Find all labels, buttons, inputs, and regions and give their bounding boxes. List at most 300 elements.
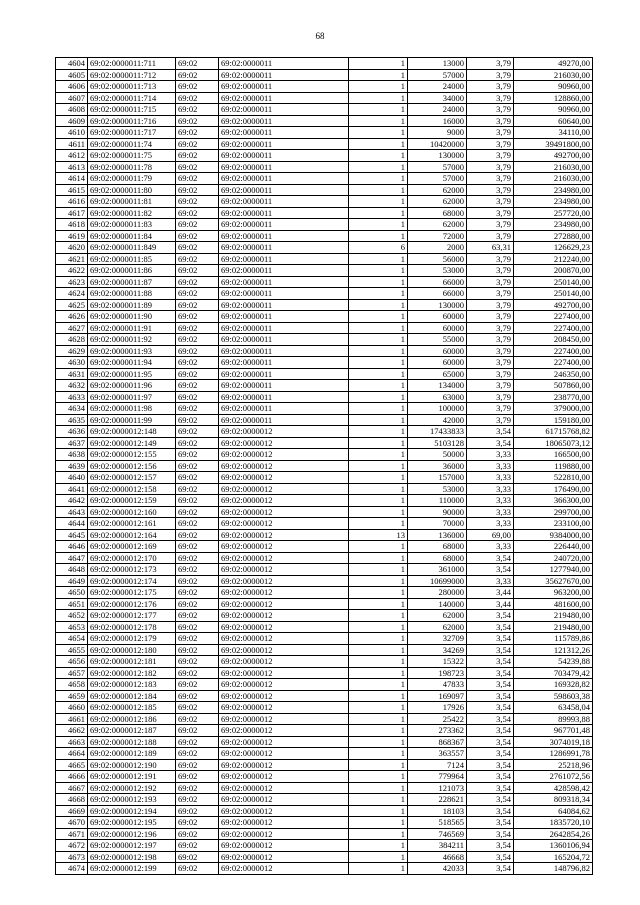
cell-row-number: 4624 [56, 288, 88, 300]
cell-value: 366300,00 [514, 495, 593, 507]
cell-value: 35627670,00 [514, 575, 593, 587]
cell-region-code: 69:02 [176, 196, 219, 208]
cell-row-number: 4605 [56, 69, 88, 81]
cell-share-count: 1 [349, 161, 408, 173]
cell-rate: 63,31 [467, 242, 514, 254]
cell-cadastral-number: 69:02:0000012:157 [88, 472, 176, 484]
cell-area: 60000 [408, 322, 467, 334]
cell-cadastral-number: 69:02:0000011:96 [88, 380, 176, 392]
cell-share-count: 1 [349, 449, 408, 461]
cell-cadastral-quarter: 69:02:0000012 [219, 667, 349, 679]
cell-share-count: 1 [349, 403, 408, 415]
cell-row-number: 4604 [56, 58, 88, 70]
cell-region-code: 69:02 [176, 357, 219, 369]
cell-rate: 3,54 [467, 437, 514, 449]
cell-region-code: 69:02 [176, 828, 219, 840]
cell-region-code: 69:02 [176, 265, 219, 277]
table-row [56, 633, 593, 645]
table-row [56, 334, 593, 346]
table-row [56, 403, 593, 415]
cell-cadastral-quarter: 69:02:0000012 [219, 541, 349, 553]
table-row [56, 460, 593, 472]
cell-area: 60000 [408, 311, 467, 323]
cell-area: 134000 [408, 380, 467, 392]
cell-value: 428598,42 [514, 782, 593, 794]
cell-share-count: 1 [349, 460, 408, 472]
cell-rate: 3,44 [467, 598, 514, 610]
cell-row-number: 4632 [56, 380, 88, 392]
table-body [56, 58, 593, 875]
cell-cadastral-number: 69:02:0000011:98 [88, 403, 176, 415]
cell-row-number: 4654 [56, 633, 88, 645]
cell-share-count: 1 [349, 621, 408, 633]
cell-rate: 3,54 [467, 667, 514, 679]
cell-area: 66000 [408, 288, 467, 300]
cell-share-count: 1 [349, 322, 408, 334]
table-row [56, 863, 593, 875]
cell-area: 10420000 [408, 138, 467, 150]
cell-rate: 3,54 [467, 851, 514, 863]
cell-cadastral-number: 69:02:0000012:192 [88, 782, 176, 794]
cell-share-count: 1 [349, 541, 408, 553]
cell-row-number: 4622 [56, 265, 88, 277]
cell-share-count: 1 [349, 184, 408, 196]
cell-rate: 3,79 [467, 207, 514, 219]
cell-region-code: 69:02 [176, 621, 219, 633]
cell-cadastral-quarter: 69:02:0000011 [219, 92, 349, 104]
cell-rate: 3,33 [467, 518, 514, 530]
cell-rate: 3,79 [467, 368, 514, 380]
cell-area: 17926 [408, 702, 467, 714]
cell-row-number: 4664 [56, 748, 88, 760]
cell-area: 2000 [408, 242, 467, 254]
cell-row-number: 4674 [56, 863, 88, 875]
cell-region-code: 69:02 [176, 426, 219, 438]
cell-area: 746569 [408, 828, 467, 840]
cell-area: 60000 [408, 345, 467, 357]
cell-cadastral-quarter: 69:02:0000012 [219, 748, 349, 760]
cell-region-code: 69:02 [176, 449, 219, 461]
cell-cadastral-number: 69:02:0000012:161 [88, 518, 176, 530]
cell-share-count: 1 [349, 230, 408, 242]
cell-value: 63458,04 [514, 702, 593, 714]
cell-value: 25218,96 [514, 759, 593, 771]
cell-area: 47833 [408, 679, 467, 691]
cell-cadastral-number: 69:02:0000012:190 [88, 759, 176, 771]
cell-value: 169328,82 [514, 679, 593, 691]
cell-rate: 3,54 [467, 702, 514, 714]
cell-cadastral-quarter: 69:02:0000012 [219, 759, 349, 771]
cell-cadastral-number: 69:02:0000012:186 [88, 713, 176, 725]
cell-share-count: 1 [349, 414, 408, 426]
cell-rate: 3,33 [467, 495, 514, 507]
cell-share-count: 1 [349, 644, 408, 656]
cell-cadastral-number: 69:02:0000011:90 [88, 311, 176, 323]
cell-region-code: 69:02 [176, 334, 219, 346]
cell-region-code: 69:02 [176, 207, 219, 219]
table-row [56, 736, 593, 748]
cell-row-number: 4645 [56, 529, 88, 541]
cell-share-count: 1 [349, 58, 408, 70]
cell-row-number: 4665 [56, 759, 88, 771]
cell-share-count: 1 [349, 828, 408, 840]
cell-cadastral-number: 69:02:0000011:82 [88, 207, 176, 219]
cell-value: 54239,88 [514, 656, 593, 668]
cell-row-number: 4620 [56, 242, 88, 254]
cell-cadastral-number: 69:02:0000011:711 [88, 58, 176, 70]
cell-share-count: 1 [349, 311, 408, 323]
cell-rate: 3,79 [467, 81, 514, 93]
table-row [56, 380, 593, 392]
cell-area: 280000 [408, 587, 467, 599]
cell-cadastral-quarter: 69:02:0000011 [219, 357, 349, 369]
table-row [56, 138, 593, 150]
cell-row-number: 4657 [56, 667, 88, 679]
cell-rate: 3,54 [467, 771, 514, 783]
table-row [56, 242, 593, 254]
cell-region-code: 69:02 [176, 184, 219, 196]
cell-value: 34110,00 [514, 127, 593, 139]
cell-value: 967701,48 [514, 725, 593, 737]
cell-row-number: 4670 [56, 817, 88, 829]
cell-value: 234980,00 [514, 184, 593, 196]
cell-share-count: 1 [349, 288, 408, 300]
cell-area: 363557 [408, 748, 467, 760]
cell-region-code: 69:02 [176, 771, 219, 783]
table-row [56, 805, 593, 817]
cell-region-code: 69:02 [176, 391, 219, 403]
table-row [56, 771, 593, 783]
table-row [56, 161, 593, 173]
cell-cadastral-number: 69:02:0000011:714 [88, 92, 176, 104]
cell-cadastral-quarter: 69:02:0000011 [219, 345, 349, 357]
table-row [56, 253, 593, 265]
table-row [56, 69, 593, 81]
cell-row-number: 4618 [56, 219, 88, 231]
cell-cadastral-number: 69:02:0000011:87 [88, 276, 176, 288]
cell-area: 62000 [408, 196, 467, 208]
cell-share-count: 1 [349, 679, 408, 691]
cell-cadastral-number: 69:02:0000011:717 [88, 127, 176, 139]
cell-row-number: 4641 [56, 483, 88, 495]
cell-row-number: 4616 [56, 196, 88, 208]
table-row [56, 173, 593, 185]
cell-row-number: 4662 [56, 725, 88, 737]
cell-share-count: 1 [349, 633, 408, 645]
cell-cadastral-number: 69:02:0000012:160 [88, 506, 176, 518]
cell-row-number: 4623 [56, 276, 88, 288]
table-row [56, 794, 593, 806]
cell-region-code: 69:02 [176, 230, 219, 242]
cell-region-code: 69:02 [176, 851, 219, 863]
cell-cadastral-number: 69:02:0000012:179 [88, 633, 176, 645]
cell-cadastral-number: 69:02:0000012:191 [88, 771, 176, 783]
table-row [56, 345, 593, 357]
cell-area: 140000 [408, 598, 467, 610]
cell-row-number: 4614 [56, 173, 88, 185]
cell-area: 17433833 [408, 426, 467, 438]
cell-rate: 3,54 [467, 759, 514, 771]
table-row [56, 748, 593, 760]
cell-row-number: 4637 [56, 437, 88, 449]
cell-value: 200870,00 [514, 265, 593, 277]
cell-value: 238770,00 [514, 391, 593, 403]
cell-value: 240720,00 [514, 552, 593, 564]
cell-rate: 3,79 [467, 403, 514, 415]
cell-value: 1286991,78 [514, 748, 593, 760]
table-row [56, 311, 593, 323]
cell-value: 216030,00 [514, 161, 593, 173]
cell-area: 157000 [408, 472, 467, 484]
cell-region-code: 69:02 [176, 575, 219, 587]
cell-area: 34269 [408, 644, 467, 656]
cell-region-code: 69:02 [176, 437, 219, 449]
cell-cadastral-quarter: 69:02:0000012 [219, 564, 349, 576]
cell-cadastral-number: 69:02:0000012:197 [88, 840, 176, 852]
cell-value: 60640,00 [514, 115, 593, 127]
cell-cadastral-number: 69:02:0000012:182 [88, 667, 176, 679]
cell-region-code: 69:02 [176, 598, 219, 610]
cell-rate: 3,33 [467, 472, 514, 484]
cell-share-count: 1 [349, 127, 408, 139]
cell-share-count: 1 [349, 610, 408, 622]
cell-rate: 3,79 [467, 253, 514, 265]
table-row [56, 564, 593, 576]
cell-area: 121073 [408, 782, 467, 794]
cell-share-count: 1 [349, 771, 408, 783]
cell-cadastral-number: 69:02:0000012:155 [88, 449, 176, 461]
cell-area: 53000 [408, 483, 467, 495]
cell-value: 49270,00 [514, 58, 593, 70]
cell-cadastral-quarter: 69:02:0000012 [219, 426, 349, 438]
cell-value: 219480,00 [514, 621, 593, 633]
cell-value: 64084,62 [514, 805, 593, 817]
cell-rate: 3,54 [467, 782, 514, 794]
cell-share-count: 1 [349, 518, 408, 530]
cell-cadastral-number: 69:02:0000012:198 [88, 851, 176, 863]
cell-value: 159180,00 [514, 414, 593, 426]
cell-rate: 3,79 [467, 357, 514, 369]
table-row [56, 690, 593, 702]
cell-cadastral-number: 69:02:0000012:180 [88, 644, 176, 656]
cell-row-number: 4652 [56, 610, 88, 622]
cell-share-count: 1 [349, 782, 408, 794]
cell-value: 219480,00 [514, 610, 593, 622]
cell-rate: 3,54 [467, 748, 514, 760]
cell-cadastral-quarter: 69:02:0000011 [219, 311, 349, 323]
table-row [56, 529, 593, 541]
cell-rate: 3,79 [467, 115, 514, 127]
cell-share-count: 1 [349, 713, 408, 725]
cell-region-code: 69:02 [176, 104, 219, 116]
cell-cadastral-number: 69:02:0000011:80 [88, 184, 176, 196]
cell-area: 136000 [408, 529, 467, 541]
cell-region-code: 69:02 [176, 345, 219, 357]
cell-cadastral-number: 69:02:0000011:89 [88, 299, 176, 311]
cell-share-count: 1 [349, 575, 408, 587]
cell-rate: 3,54 [467, 644, 514, 656]
cell-cadastral-quarter: 69:02:0000012 [219, 552, 349, 564]
cell-cadastral-number: 69:02:0000012:178 [88, 621, 176, 633]
cell-cadastral-number: 69:02:0000012:184 [88, 690, 176, 702]
cell-cadastral-quarter: 69:02:0000012 [219, 644, 349, 656]
cell-cadastral-number: 69:02:0000011:83 [88, 219, 176, 231]
cell-rate: 3,79 [467, 414, 514, 426]
cell-value: 481600,00 [514, 598, 593, 610]
cell-share-count: 1 [349, 759, 408, 771]
cell-cadastral-quarter: 69:02:0000012 [219, 851, 349, 863]
cell-region-code: 69:02 [176, 840, 219, 852]
cell-value: 703479,42 [514, 667, 593, 679]
cell-cadastral-number: 69:02:0000012:156 [88, 460, 176, 472]
cell-region-code: 69:02 [176, 460, 219, 472]
cell-area: 42000 [408, 414, 467, 426]
cell-area: 57000 [408, 173, 467, 185]
cell-area: 62000 [408, 621, 467, 633]
cell-share-count: 1 [349, 667, 408, 679]
cell-area: 42033 [408, 863, 467, 875]
cell-value: 507860,00 [514, 380, 593, 392]
cell-cadastral-quarter: 69:02:0000012 [219, 506, 349, 518]
cell-cadastral-number: 69:02:0000011:91 [88, 322, 176, 334]
cell-rate: 3,33 [467, 483, 514, 495]
cell-value: 379000,00 [514, 403, 593, 415]
cell-cadastral-quarter: 69:02:0000012 [219, 794, 349, 806]
cell-rate: 3,33 [467, 449, 514, 461]
cell-share-count: 1 [349, 219, 408, 231]
cell-region-code: 69:02 [176, 483, 219, 495]
cell-cadastral-quarter: 69:02:0000011 [219, 138, 349, 150]
cell-rate: 3,79 [467, 58, 514, 70]
table-row [56, 322, 593, 334]
cell-share-count: 1 [349, 437, 408, 449]
cell-value: 39491800,00 [514, 138, 593, 150]
cell-cadastral-quarter: 69:02:0000012 [219, 713, 349, 725]
cell-share-count: 1 [349, 690, 408, 702]
table-row [56, 414, 593, 426]
cell-share-count: 1 [349, 81, 408, 93]
cell-area: 169097 [408, 690, 467, 702]
cell-area: 57000 [408, 69, 467, 81]
cell-rate: 3,54 [467, 610, 514, 622]
cell-value: 126629,23 [514, 242, 593, 254]
cell-row-number: 4647 [56, 552, 88, 564]
cell-value: 216030,00 [514, 69, 593, 81]
cell-area: 68000 [408, 552, 467, 564]
cell-share-count: 1 [349, 196, 408, 208]
table-row [56, 58, 593, 70]
cell-area: 62000 [408, 219, 467, 231]
cell-region-code: 69:02 [176, 69, 219, 81]
cell-area: 90000 [408, 506, 467, 518]
cell-rate: 3,79 [467, 276, 514, 288]
cell-row-number: 4649 [56, 575, 88, 587]
cell-row-number: 4650 [56, 587, 88, 599]
cell-value: 250140,00 [514, 276, 593, 288]
cell-row-number: 4630 [56, 357, 88, 369]
cell-region-code: 69:02 [176, 288, 219, 300]
cell-share-count: 1 [349, 368, 408, 380]
cell-share-count: 1 [349, 794, 408, 806]
cell-rate: 3,54 [467, 840, 514, 852]
cell-region-code: 69:02 [176, 414, 219, 426]
cell-region-code: 69:02 [176, 529, 219, 541]
cell-row-number: 4613 [56, 161, 88, 173]
cell-cadastral-quarter: 69:02:0000012 [219, 679, 349, 691]
cell-cadastral-number: 69:02:0000012:194 [88, 805, 176, 817]
cell-rate: 3,79 [467, 173, 514, 185]
cell-value: 115789,86 [514, 633, 593, 645]
cell-value: 522810,00 [514, 472, 593, 484]
cell-share-count: 1 [349, 380, 408, 392]
cell-row-number: 4642 [56, 495, 88, 507]
table-row [56, 702, 593, 714]
cell-row-number: 4607 [56, 92, 88, 104]
cell-region-code: 69:02 [176, 679, 219, 691]
cell-cadastral-quarter: 69:02:0000012 [219, 598, 349, 610]
cell-rate: 3,79 [467, 288, 514, 300]
cell-row-number: 4672 [56, 840, 88, 852]
cell-value: 2642854,26 [514, 828, 593, 840]
cell-rate: 3,54 [467, 633, 514, 645]
cell-share-count: 1 [349, 276, 408, 288]
cell-value: 227400,00 [514, 345, 593, 357]
table-row [56, 299, 593, 311]
cell-cadastral-number: 69:02:0000012:158 [88, 483, 176, 495]
cell-row-number: 4669 [56, 805, 88, 817]
table-row [56, 725, 593, 737]
cell-region-code: 69:02 [176, 127, 219, 139]
cell-cadastral-number: 69:02:0000012:164 [88, 529, 176, 541]
cell-rate: 3,33 [467, 506, 514, 518]
cell-share-count: 1 [349, 598, 408, 610]
cell-share-count: 1 [349, 552, 408, 564]
cell-row-number: 4617 [56, 207, 88, 219]
cell-area: 36000 [408, 460, 467, 472]
cell-cadastral-number: 69:02:0000011:84 [88, 230, 176, 242]
table-row [56, 598, 593, 610]
cell-region-code: 69:02 [176, 311, 219, 323]
cell-share-count: 1 [349, 253, 408, 265]
cell-area: 60000 [408, 357, 467, 369]
cell-region-code: 69:02 [176, 541, 219, 553]
cell-share-count: 1 [349, 472, 408, 484]
cell-row-number: 4673 [56, 851, 88, 863]
cell-area: 10699000 [408, 575, 467, 587]
cell-value: 809318,34 [514, 794, 593, 806]
cell-region-code: 69:02 [176, 587, 219, 599]
cell-rate: 3,79 [467, 299, 514, 311]
cell-cadastral-number: 69:02:0000011:74 [88, 138, 176, 150]
cell-share-count: 1 [349, 656, 408, 668]
cell-cadastral-quarter: 69:02:0000012 [219, 483, 349, 495]
cell-share-count: 1 [349, 840, 408, 852]
table-row [56, 840, 593, 852]
cell-cadastral-quarter: 69:02:0000012 [219, 633, 349, 645]
cell-cadastral-quarter: 69:02:0000012 [219, 575, 349, 587]
cell-area: 228621 [408, 794, 467, 806]
cell-cadastral-number: 69:02:0000012:185 [88, 702, 176, 714]
table-row [56, 656, 593, 668]
cell-cadastral-number: 69:02:0000011:94 [88, 357, 176, 369]
cell-value: 9384000,00 [514, 529, 593, 541]
cell-region-code: 69:02 [176, 817, 219, 829]
cell-cadastral-number: 69:02:0000012:174 [88, 575, 176, 587]
cell-share-count: 1 [349, 483, 408, 495]
cell-value: 272880,00 [514, 230, 593, 242]
cell-area: 68000 [408, 207, 467, 219]
cell-share-count: 1 [349, 725, 408, 737]
